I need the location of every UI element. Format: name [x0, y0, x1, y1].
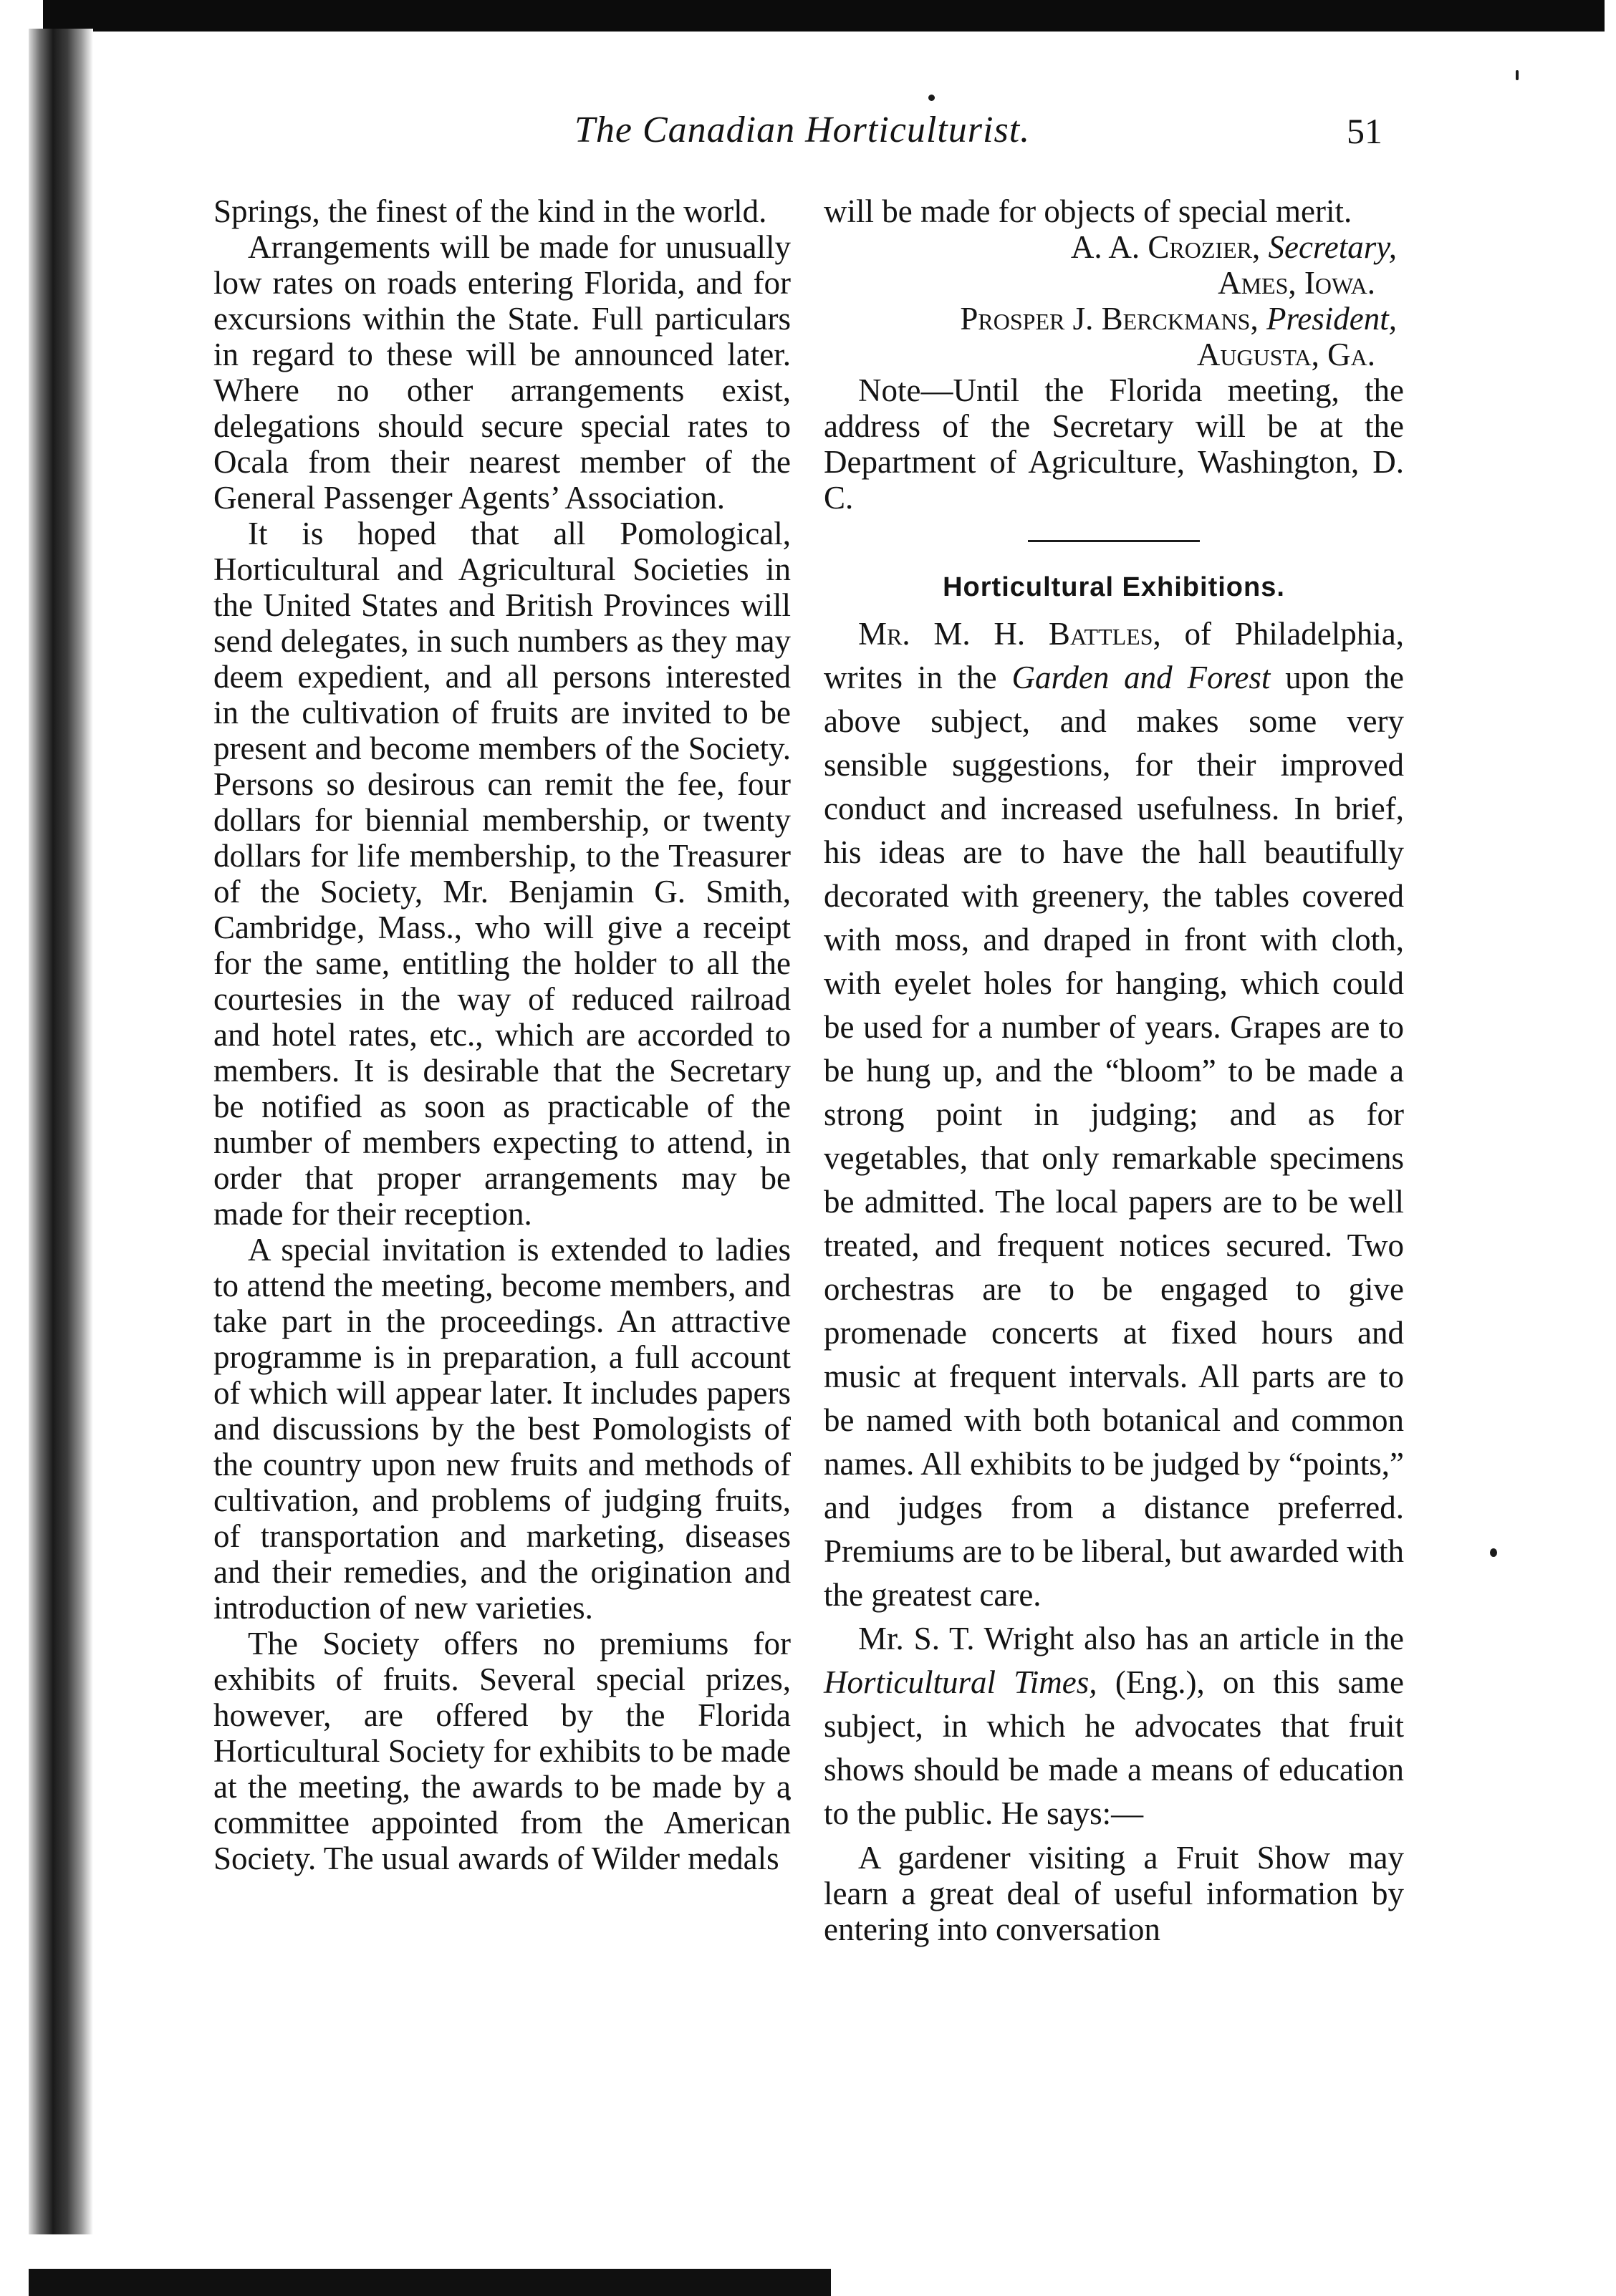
- president-name: Prosper J. Berckmans,: [960, 301, 1259, 337]
- secretary-signature: [824, 229, 1404, 265]
- publication-garden-and-forest: Garden and Forest: [1011, 660, 1271, 695]
- secretary-name: A. A. Crozier,: [1070, 229, 1261, 265]
- wright-paragraph: [824, 1617, 1404, 1836]
- secretary-place: Ames, Iowa.: [1218, 265, 1375, 301]
- note-paragraph: Note—Until the Florida meeting, the address of the Secretary will be at the Department of Agriculture, Washington, D. C.: [824, 372, 1404, 516]
- president-title: President,: [1266, 301, 1397, 337]
- left-paragraph-5: The Society offers no premiums for exhibits of fruits. Several special prizes, however, are offered by the Florida Horticultural Society for exhibits to be made at the meeting, the awards to be made by a committee appointed from the American Society. The usual awards of Wilder medals: [213, 1626, 791, 1876]
- publication-horticultural-times: Horticultural Times,: [824, 1664, 1097, 1700]
- scan-border-bottom: [29, 2269, 831, 2296]
- battles-text-rest: upon the above subject, and makes some very sensible suggestions, for their improved conduct and increased usefulness. In brief, his ideas are to have the hall beautifully decorated with greenery, the tables covered with moss, and draped in front with cloth, with eyelet holes for hanging, which could be used for a number of years. Grapes are to be hung up, and the “bloom” to be made a strong point in judging; and as for vegetables, that only remarkable specimens be admitted. The local papers are to be well treated, and frequent notices secured. Two orchestras are to be engaged to give promenade concerts at fixed hours and music at frequent intervals. All parts are to be named with both botanical and common names. All exhibits to be judged by “points,” and judges from a distance preferred. Premiums are to be liberal, but awarded with the greatest care.: [824, 660, 1405, 1613]
- section-divider: [1028, 540, 1200, 542]
- scan-speck: [1490, 1548, 1497, 1557]
- scan-speck: [1516, 70, 1519, 80]
- president-place: Augusta, Ga.: [1196, 337, 1375, 372]
- continuation-paragraph: will be made for objects of special merit.: [824, 193, 1352, 229]
- left-paragraph-3: It is hoped that all Pomological, Horticultural and Agricultural Societies in the United States and British Provinces will send delegates, in such numbers as they may deem expedient, and all persons interested in the cultivation of fruits are invited to be present and become members of the Society. Persons so desirous can remit the fee, four dollars for biennial membership, or twenty dollars for life membership, to the Treasurer of the Society, Mr. Benjamin G. Smith, Cambridge, Mass., who will give a receipt for the same, entitling the holder to all the courtesies in the way of reduced railroad and hotel rates, etc., which are accorded to members. It is desirable that the Secretary be notified as soon as practicable of the number of members expecting to attend, in order that proper arrangements may be made for their reception.: [213, 516, 791, 1232]
- right-column: [824, 193, 1404, 1947]
- left-paragraph-4: A special invitation is extended to ladies to attend the meeting, become members, and take part in the proceedings. An attractive programme is in preparation, a full account of which will appear later. It includes papers and discussions by the best Pomologists of the country upon new fruits and methods of cultivation, and problems of judging fruits, of transportation and marketing, diseases and their remedies, and the origination and introduction of new varieties.: [213, 1232, 791, 1626]
- page-number: 51: [1347, 111, 1382, 151]
- left-paragraph-2: Arrangements will be made for unusually low rates on roads entering Florida, and for excursions within the State. Full particulars in regard to these will be announced later. Where no other arrangements exist, delegations should secure special rates to Ocala from their nearest member of the General Passenger Agents’ Association.: [213, 229, 791, 516]
- left-paragraph-1: Springs, the finest of the kind in the world.: [213, 193, 767, 229]
- scan-border-top: [43, 0, 1605, 32]
- running-head: [0, 109, 1616, 166]
- battles-name: Mr. M. H. Battles,: [858, 616, 1161, 652]
- left-column: [213, 193, 791, 1876]
- battles-text-start: of Philadelphia, writes in the: [824, 616, 1404, 695]
- secretary-title: Secretary,: [1268, 229, 1397, 265]
- final-paragraph: A gardener visiting a Fruit Show may learn a great deal of useful information by entering into conversation: [824, 1840, 1404, 1947]
- wright-text-start: Mr. S. T. Wright also has an article in the: [858, 1621, 1404, 1656]
- battles-paragraph: [824, 612, 1404, 1617]
- journal-title: The Canadian Horticulturist.: [574, 110, 1031, 150]
- wright-text-rest: (Eng.), on this same subject, in which he advocates that fruit shows should be made a means of education to the public. He says:—: [824, 1664, 1405, 1831]
- scan-speck: [928, 95, 935, 101]
- section-heading: Horticultural Exhibitions.: [943, 572, 1285, 602]
- president-signature: [824, 301, 1404, 337]
- scan-binding-shadow: [29, 29, 93, 2234]
